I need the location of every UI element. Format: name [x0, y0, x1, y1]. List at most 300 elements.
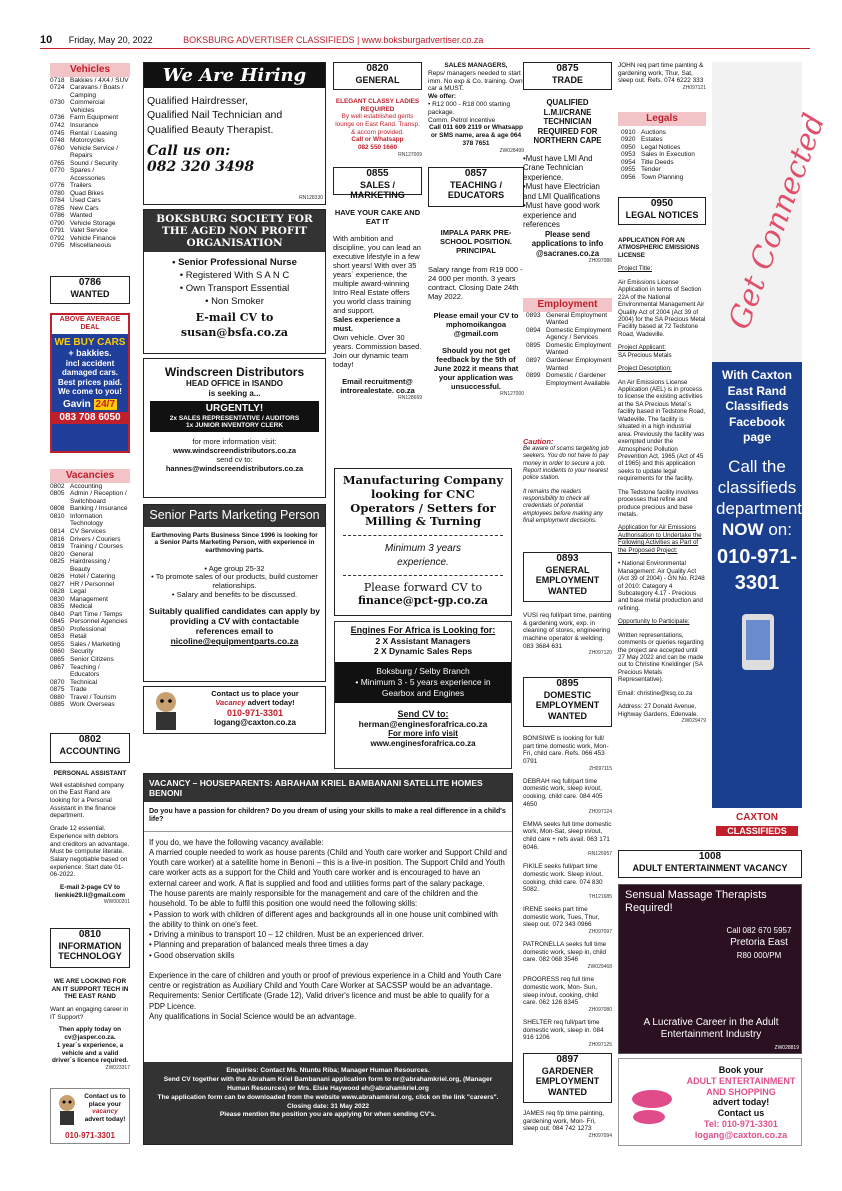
- phone-icon: [712, 606, 802, 676]
- item-label: Domestic / Gardener Employment Available: [546, 372, 610, 387]
- sp-title: Senior Parts Marketing Person: [149, 508, 320, 522]
- item-code: 0830: [50, 595, 65, 603]
- list-item: [50, 618, 130, 626]
- item-code: 0954: [621, 158, 636, 166]
- impala-email: Please email your CV to mphomoikangoa @gmail.com: [433, 311, 519, 338]
- list-item: [50, 626, 130, 634]
- deal-line: WE BUY CARS: [54, 336, 126, 348]
- list-item: [50, 648, 130, 656]
- item-code: 0785: [50, 204, 65, 212]
- page-header: [40, 34, 800, 48]
- item-label: Wanted: [70, 212, 93, 220]
- eng-position: 2 X Dynamic Sales Reps: [373, 645, 473, 656]
- item-code: 0956: [621, 173, 636, 181]
- cat-number: 0820: [366, 63, 389, 74]
- contact-line: advert today!: [247, 697, 295, 707]
- item-code: 0893: [526, 311, 541, 319]
- list-item: [50, 581, 130, 589]
- item-code: 0819: [50, 543, 65, 551]
- legal-notice: [618, 237, 706, 724]
- sensual-title: Sensual Massage Therapists Required!: [625, 889, 767, 914]
- eng-title: Engines For Africa is Looking for:: [350, 625, 496, 635]
- item-code: 0742: [50, 121, 65, 129]
- cat-1008-header: [618, 850, 802, 878]
- ad-ref: ZH097121: [682, 85, 706, 92]
- list-item: [50, 205, 130, 213]
- james-ad: [523, 1110, 612, 1139]
- legals-heading: Legals: [618, 112, 706, 126]
- list-item: [50, 77, 130, 85]
- item-code: 0840: [50, 610, 65, 618]
- ws-position: 1x JUNIOR INVENTORY CLERK: [185, 422, 284, 430]
- impala-note: Should you not get feedback by the 5th of June 2022 it means that your application was unsuccessful.: [433, 346, 519, 391]
- bsfa-item: • Senior Professional Nurse: [172, 257, 297, 269]
- domestic-ad: [523, 735, 612, 772]
- item-label: Auctions: [641, 128, 666, 136]
- intro-title: HAVE YOUR CAKE AND EAT IT: [334, 208, 421, 226]
- list-item: [50, 694, 130, 702]
- pct-exp: Minimum 3 years experience.: [384, 543, 462, 568]
- sacranes-ad: [523, 98, 612, 264]
- hiring-ad: [143, 62, 326, 205]
- bsfa-item: • Own Transport Essential: [179, 282, 290, 294]
- item-label: Work Overseas: [70, 701, 115, 709]
- eng-position: 2 X Assistant Managers: [375, 635, 471, 646]
- vacancies-heading: Vacancies: [50, 469, 130, 483]
- john-text: JOHN req part time painting & gardening work, Thur, Sat, sleep out. Refs. 074 6222 333: [618, 62, 704, 85]
- cat-number: 0897: [556, 1054, 579, 1065]
- adult-phone: Tel: 010-971-3301: [704, 1118, 778, 1129]
- cat-number: 0950: [650, 198, 674, 209]
- abraham-ad: [143, 773, 513, 1145]
- caxton-fb-line: With Caxton East Rand Classifieds Facebook page: [722, 368, 792, 445]
- ln-email: Email: christine@ksq.co.za: [618, 689, 693, 697]
- ws-web: www.windscreendistributors.co.za: [172, 445, 297, 455]
- sensual-footer: A Lucrative Career in the Adult Entertainment Industry: [643, 1017, 779, 1040]
- item-code: 0860: [50, 648, 65, 656]
- item-label: HR / Personnel: [70, 580, 115, 588]
- item-label: Town Planning: [641, 173, 684, 181]
- it-ad: [50, 978, 130, 1071]
- list-item: [621, 159, 706, 167]
- ad-ref: ZW028499: [499, 147, 524, 154]
- list-item: [50, 505, 130, 513]
- header-rule: [40, 48, 810, 49]
- lips-icon: [627, 1079, 677, 1129]
- list-item: [50, 656, 130, 664]
- it-req: 1 year`s experience, a vehicle and a valid driver`s licence required.: [51, 1041, 128, 1065]
- cat-name: DOMESTIC EMPLOYMENT WANTED: [535, 689, 600, 722]
- ak-footer: Send CV together with the Abraham Kriel Bambanani application form to nr@abrahamkriel.org, (Manager Human Resources) or Mrs. Elsie Haywood eh@abrahamkriel.org: [163, 1075, 493, 1092]
- cat-name: ACCOUNTING: [59, 745, 121, 756]
- item-label: Tender: [641, 166, 661, 174]
- list-item: [50, 679, 130, 687]
- sm-line: Reps/ managers needed to start imm. No exp & Co. training. Own car a MUST.: [428, 69, 523, 93]
- list-item: [50, 122, 130, 130]
- employment-list: [523, 312, 612, 387]
- item-code: 0867: [50, 663, 65, 671]
- page-number: 10: [40, 34, 53, 46]
- deal-line: Best prices paid.: [57, 377, 123, 387]
- item-label: Domestic Employment Wanted: [546, 341, 612, 357]
- list-item: [50, 137, 130, 145]
- ad-ref: ZW029479: [681, 718, 706, 725]
- ad-ref: ZW029468: [587, 964, 612, 971]
- pa-ad: [50, 770, 130, 905]
- eng-web: www.enginesforafrica.co.za: [370, 738, 476, 748]
- sac-item: •Must have LMI And Crane Technician experience.: [523, 153, 593, 182]
- elegant-body: By well established gents lounge on East Rand. Transp. & accom provided.: [335, 113, 420, 136]
- hiring-line: Qualified Nail Technician and: [147, 109, 283, 122]
- ln-body: Air Emissions License Application in terms of Section 22A of the National Environmental Management Air Quality Act of 2004 (Act 39 of 2004) for the SA Precious Metal Facility based at 72 Tedstone Road, Wadeville.: [618, 278, 706, 338]
- item-label: Domestic Employment Agency / Services: [546, 326, 612, 342]
- item-label: Vehicle Finance: [70, 234, 116, 242]
- bsfa-title: BOKSBURG SOCIETY FOR THE AGED NON PROFIT ORGANISATION: [144, 210, 325, 252]
- contact-line: Contact us to: [84, 1093, 126, 1100]
- ln-heading: Project Title:: [618, 265, 653, 273]
- ad-ref: TH121685: [588, 894, 612, 900]
- intro-body: With ambition and discipline, you can lead an executive lifestyle in a few short years! With over 35 years` experience, the multiple award-winning Intro Real Estate offers you world class training and support.: [333, 234, 421, 315]
- item-label: General Employment Wanted: [546, 311, 608, 327]
- item-code: 0828: [50, 588, 65, 596]
- ws-urgent: URGENTLY!: [205, 403, 264, 415]
- item-code: 0899: [526, 372, 541, 380]
- item-code: 0894: [526, 326, 541, 334]
- item-label: Commercial Vehicles: [70, 99, 105, 114]
- cat-name: WANTED: [70, 288, 110, 299]
- domestic-text: PATRONELLA seeks full time domestic work, sleep in, child care. 082 068 3546: [523, 941, 607, 964]
- item-code: 0870: [50, 678, 65, 686]
- elegant-call: Call or Whatsapp: [351, 136, 404, 144]
- item-code: 0765: [50, 159, 65, 167]
- item-code: 0880: [50, 693, 65, 701]
- domestic-text: PROGRESS req full time domestic work, Mon- Sun, sleep in/out, cooking, child care. 062 126 8345: [523, 976, 598, 1007]
- hiring-title: We Are Hiring: [144, 63, 325, 88]
- list-item: [526, 327, 612, 342]
- ws-sub: HEAD OFFICE in ISANDO: [186, 379, 283, 389]
- ad-ref: RN127000: [500, 391, 524, 397]
- cat-0897-header: [523, 1053, 612, 1103]
- ws-send: send cv to:: [216, 454, 253, 464]
- item-code: 0825: [50, 558, 65, 566]
- item-code: 0724: [50, 84, 65, 92]
- ak-para: A married couple needed to work as house parents (Child and Youth care worker and Support Child and Youth care worker) at a satellite home in Benoni – this is a live-in position. The Support Child and Youth care worker acts as a support for the Child and Youth care worker and is encouraged to have an external career and work. A flat is supplied and food and utilities forms part of the salary package.: [149, 847, 508, 888]
- list-item: [50, 551, 130, 559]
- list-item: [50, 664, 130, 679]
- ak-skill: • Planning and preparation of balanced meals three times a day: [149, 940, 369, 950]
- seniorparts-ad: [143, 504, 326, 682]
- adult-line: Contact us: [717, 1108, 765, 1119]
- adult-email: logang@caxton.co.za: [694, 1129, 788, 1140]
- contact-small-ad: [50, 1088, 130, 1144]
- deal-hours: 24/7: [95, 398, 116, 410]
- list-item: [50, 633, 130, 641]
- item-code: 0780: [50, 189, 65, 197]
- ad-ref: ZH097094: [588, 1133, 612, 1140]
- car-buyer-ad: [50, 313, 130, 453]
- item-code: 0760: [50, 144, 65, 152]
- item-label: Quad Bikes: [70, 189, 104, 197]
- list-item: [50, 227, 130, 235]
- item-label: Teaching / Educators: [70, 663, 100, 679]
- ln-title: APPLICATION FOR AN ATMOSPHERIC EMISSIONS LICENSE: [618, 237, 700, 259]
- it-title: WE ARE LOOKING FOR AN IT SUPPORT TECH IN THE EAST RAND: [51, 978, 129, 1001]
- domestic-text: SHELTER req full/part time domestic work, sleep in. 084 916 1206: [523, 1018, 604, 1042]
- item-label: Rental / Leasing: [70, 129, 117, 137]
- adult-line: ADULT ENTERTAINMENT AND SHOPPING: [686, 1075, 796, 1097]
- eng-info: For more info visit: [388, 729, 458, 739]
- hiring-call: Call us on:: [147, 142, 231, 159]
- ak-para: Experience in the care of children and youth or proof of previous experience in a Child and Youth Care centre or registration as Auxiliary Child and Youth Care Worker at SACSSP would be an advantage.: [149, 970, 502, 991]
- item-label: General: [70, 550, 94, 558]
- employment-index: [523, 298, 612, 387]
- list-item: [50, 235, 130, 243]
- cat-number: 0855: [366, 168, 389, 179]
- ak-para: If you do, we have the following vacancy available:: [149, 837, 324, 847]
- pa-email: E-mail 2-page CV to lienkie29.ll@gmail.com: [54, 883, 126, 899]
- item-label: Hotel / Catering: [70, 573, 116, 581]
- cat-name: GENERAL EMPLOYMENT WANTED: [535, 564, 600, 597]
- sm-line: SALES MANAGERS,: [444, 62, 508, 69]
- item-label: Hairdressing / Beauty: [70, 558, 111, 573]
- cat-number: 0895: [556, 678, 579, 689]
- pctgp-ad: [334, 468, 512, 616]
- list-item: [50, 160, 130, 168]
- item-code: 0910: [621, 128, 636, 136]
- item-label: Used Cars: [70, 197, 101, 205]
- item-label: Retail: [70, 633, 87, 641]
- item-code: 0791: [50, 227, 65, 235]
- legals-index: [618, 112, 706, 182]
- sm-line: We offer:: [428, 93, 457, 101]
- sp-item: • Salary and benefits to be discussed.: [171, 590, 298, 600]
- domestic-ad: [523, 778, 612, 815]
- caxton-brand2: CLASSIFIEDS: [716, 826, 798, 837]
- caution-note: [523, 437, 612, 525]
- item-code: 0776: [50, 182, 65, 190]
- item-label: Management: [70, 595, 108, 603]
- item-code: 0845: [50, 618, 65, 626]
- cat-0855-header: [333, 167, 422, 201]
- vacancies-index: [50, 469, 130, 709]
- ak-para: The house parents are mainly responsible for the management and care of the children and the household. To be able to fulfil this position one would need the following skills:: [149, 888, 478, 909]
- sp-apply: Suitably qualified candidates can apply by providing a CV with contactable references email to: [149, 605, 320, 636]
- elegant-title: ELEGANT CLASSY LADIES REQUIRED: [335, 98, 420, 113]
- item-code: 0795: [50, 242, 65, 250]
- pct-title: Manufacturing Company looking for CNC Operators / Setters for Milling & Turning: [342, 473, 504, 529]
- item-label: Banking / Insurance: [70, 505, 128, 513]
- ad-ref: ZH097124: [588, 808, 612, 815]
- ad-ref: ZW028819: [774, 1045, 799, 1052]
- item-code: 0748: [50, 137, 65, 145]
- item-code: 0875: [50, 686, 65, 694]
- list-item: [50, 536, 130, 544]
- vehicles-heading: Vehicles: [50, 63, 130, 77]
- item-label: Motorcycles: [70, 137, 105, 145]
- item-label: Vehicle Storage: [70, 219, 116, 227]
- cat-0950-header: [618, 197, 706, 225]
- item-code: 0784: [50, 197, 65, 205]
- cat-0875-header: [523, 62, 612, 90]
- deal-contact-name: Gavin: [62, 398, 91, 410]
- ad-ref: ZH097120: [588, 650, 612, 657]
- list-item: [50, 543, 130, 551]
- list-item: [621, 166, 706, 174]
- ln-heading: Project Applicant:: [618, 344, 666, 352]
- item-label: Admin / Reception / Switchboard: [70, 490, 127, 505]
- ak-title: VACANCY – HOUSEPARENTS: ABRAHAM KRIEL BAMBANANI SATELLITE HOMES BENONI: [144, 774, 512, 802]
- caution-body: Be aware of scams targeting job seekers. You do not have to pay money in order to secure a job. Report incidents to your nearest police station.: [523, 446, 609, 482]
- contact-line: Contact us to place your: [211, 689, 299, 698]
- intro-email: Email recruitment@ introrealestate. co.za: [340, 377, 415, 395]
- sm-line: Comm. Petrol incentive: [428, 116, 496, 124]
- item-code: 0814: [50, 527, 65, 535]
- cat-0810-header: [50, 928, 130, 968]
- item-label: Security: [70, 648, 94, 656]
- item-code: 0820: [50, 550, 65, 558]
- cat-number: 0857: [464, 168, 488, 179]
- item-code: 0786: [50, 212, 65, 220]
- sensual-location: Pretoria East: [730, 937, 788, 949]
- ln-body: The Tedstone facility involves processes that refine and produce precious and base metals.: [618, 488, 699, 518]
- sac-item: •Must have good work experience and references: [523, 201, 600, 229]
- item-label: Training / Courses: [70, 543, 123, 551]
- domestic-ad: [523, 1019, 612, 1048]
- intro-body: Sales experience a must.: [333, 315, 401, 333]
- item-label: Sales In Execution: [641, 151, 695, 159]
- list-item: [50, 145, 130, 160]
- item-label: Valet Service: [70, 227, 108, 235]
- ad-ref: ZH097086: [588, 258, 612, 264]
- caxton-on: on:: [768, 519, 792, 539]
- cat-number: 0893: [556, 553, 579, 564]
- pa-body2: Grade 12 essential. Experience with debtors and creditors an advantage. Must be computer literate. Salary negotiable based on experience. Start date 01-06-2022.: [50, 825, 130, 879]
- cat-number: 0810: [78, 929, 102, 940]
- list-item: [50, 573, 130, 581]
- item-code: 0805: [50, 490, 65, 498]
- list-item: [50, 513, 130, 528]
- item-label: New Cars: [70, 204, 99, 212]
- ak-footer: Closing date: 31 May 2022: [286, 1102, 370, 1110]
- ak-footer: Enquiries: Contact Ms. Ntuntu Riba; Manager Human Resources.: [226, 1067, 430, 1074]
- deal-line: We come to you!: [58, 387, 122, 397]
- ln-body: Written representations, comments or queries regarding the project are accepted until 27 May 2022 and can be made out to Christine Kneldinger (SA Precious Metals Representative).: [618, 631, 704, 684]
- vacancies-list: [50, 483, 130, 709]
- sp-email: nicoline@equipmentparts.co.za: [170, 636, 299, 647]
- employment-heading: Employment: [523, 298, 612, 312]
- item-label: Legal Notices: [641, 143, 681, 151]
- ak-para: Any qualifications in Social Science would be an advantage.: [149, 1012, 357, 1022]
- bsfa-ad: [143, 209, 326, 354]
- mascot-icon: [148, 690, 184, 732]
- intro-body: Own vehicle. Over 30 years. Commission based. Join our dynamic team today!: [333, 333, 422, 369]
- caxton-call-line: Call the classifieds department: [716, 456, 802, 519]
- ad-ref: ZH097080: [588, 1006, 612, 1013]
- cat-number: 1008: [698, 851, 722, 862]
- domestic-text: EMMA seeks full time domestic work, Mon-Sat, sleep in/out, child care + refs avail. 063 171 6046.: [523, 820, 612, 851]
- sensual-ad: [618, 884, 802, 1054]
- domestic-text: BONISIWE is looking for full/ part time domestic work, Mon-Fri, child care. Refs. 066 453 0791: [523, 735, 609, 766]
- vusi-text: VUSI req full/part time, painting & gardening work, exp. in cleaning of stores, engineering machine operator & welding. 083 3684 631: [523, 612, 612, 650]
- ad-ref: ZW023317: [105, 1064, 130, 1071]
- list-item: [50, 588, 130, 596]
- item-label: Vehicle Service / Repairs: [70, 144, 119, 160]
- sm-line: Call 011 609 2119 or Whatsapp or SMS name, area & age 064 378 7651: [429, 124, 523, 147]
- contact-line: Vacancy: [215, 697, 246, 707]
- ad-ref: RN127009: [398, 151, 422, 158]
- list-item: [50, 611, 130, 619]
- item-label: Caravans / Boats / Camping: [70, 84, 124, 99]
- sp-item: • To promote sales of our products, build customer relationships.: [151, 572, 318, 591]
- sac-item: •Must have Electrician and LMI Qualifications: [523, 182, 601, 201]
- domestic-ad: [523, 863, 612, 900]
- caxton-phone: 010-971-3301: [716, 545, 798, 594]
- sp-intro: Earthmoving Parts Business Since 1996 is looking for a Senior Parts Marketing Person, with experience in earthmoving parts.: [151, 531, 318, 554]
- ak-para: Requirements: Senior Certificate (Grade 12), Valid driver's licence and must be able to qualify for a PDP Licence.: [149, 991, 490, 1011]
- cat-0895-header: [523, 677, 612, 727]
- sac-send: Please send applications to info @sacranes.co.za: [531, 229, 604, 258]
- elegant-phone: 082 550 1660: [357, 144, 398, 152]
- contact-line: place your: [88, 1100, 122, 1108]
- caxton-now: NOW: [722, 519, 764, 539]
- item-code: 0736: [50, 114, 65, 122]
- list-item: [621, 144, 706, 152]
- item-code: 0730: [50, 99, 65, 107]
- sensual-phone: Call 082 670 5957: [726, 926, 792, 935]
- ws-seek: is seeking a...: [208, 388, 261, 398]
- list-item: [50, 197, 130, 205]
- domestic-list: [523, 735, 612, 1054]
- item-label: Bakkies / 4X4 / SUV: [70, 76, 129, 84]
- domestic-ad: [523, 906, 612, 935]
- cat-number: 0875: [556, 63, 579, 74]
- pa-body: Well established company on the East Rand are looking for a Personal Assistant in the finance department.: [50, 781, 125, 820]
- ln-heading: Project Description:: [618, 365, 672, 373]
- pa-title: PERSONAL ASSISTANT: [53, 770, 127, 777]
- cat-name: SALES / MARKETING: [350, 179, 405, 201]
- item-code: 0855: [50, 640, 65, 648]
- deal-phone: 083 708 6050: [52, 412, 128, 424]
- salesmgr-ad: [428, 62, 524, 154]
- domestic-ad: [523, 941, 612, 970]
- ak-skill: • Driving a minibus to transport 10 – 12 children. Must be an experienced driver.: [149, 930, 424, 940]
- bsfa-item: • Registered With S A N C: [179, 270, 290, 281]
- item-code: 0810: [50, 512, 65, 520]
- item-label: Sound / Security: [70, 159, 118, 167]
- item-label: Gardener Employment Wanted: [546, 356, 612, 372]
- item-code: 0718: [50, 76, 65, 84]
- list-item: [50, 490, 130, 505]
- cat-name: GENERAL: [355, 74, 400, 85]
- deal-line: + bakkies.: [68, 348, 112, 359]
- adult-line: advert today!: [712, 1097, 770, 1108]
- item-label: Miscellaneous: [70, 242, 112, 250]
- list-item: [50, 242, 130, 250]
- john-ad: [618, 62, 706, 91]
- engines-ad: [334, 621, 512, 769]
- ad-ref: ZH097115: [589, 765, 612, 772]
- contact-line: advert today!: [84, 1115, 126, 1123]
- ws-title: Windscreen Distributors: [164, 365, 305, 379]
- adult-line: Book your: [718, 1065, 764, 1075]
- james-text: JAMES req f/p time painting, gardening work, Mon- Fri, sleep out. 084 742 1273: [523, 1110, 604, 1133]
- item-label: Personnel Agencies: [70, 618, 128, 626]
- caxton-ad: [712, 62, 833, 846]
- cat-0786-header: [50, 276, 130, 304]
- sensual-pay: R80 000/PM: [736, 951, 782, 961]
- ak-skill: • Passion to work with children of different ages and backgrounds all in one house unit combined with the ability to think on one's feet.: [149, 909, 498, 929]
- ak-footer: The application form can be downloaded from the website www.abrahamkriel.org, click on the link "careers".: [157, 1093, 499, 1101]
